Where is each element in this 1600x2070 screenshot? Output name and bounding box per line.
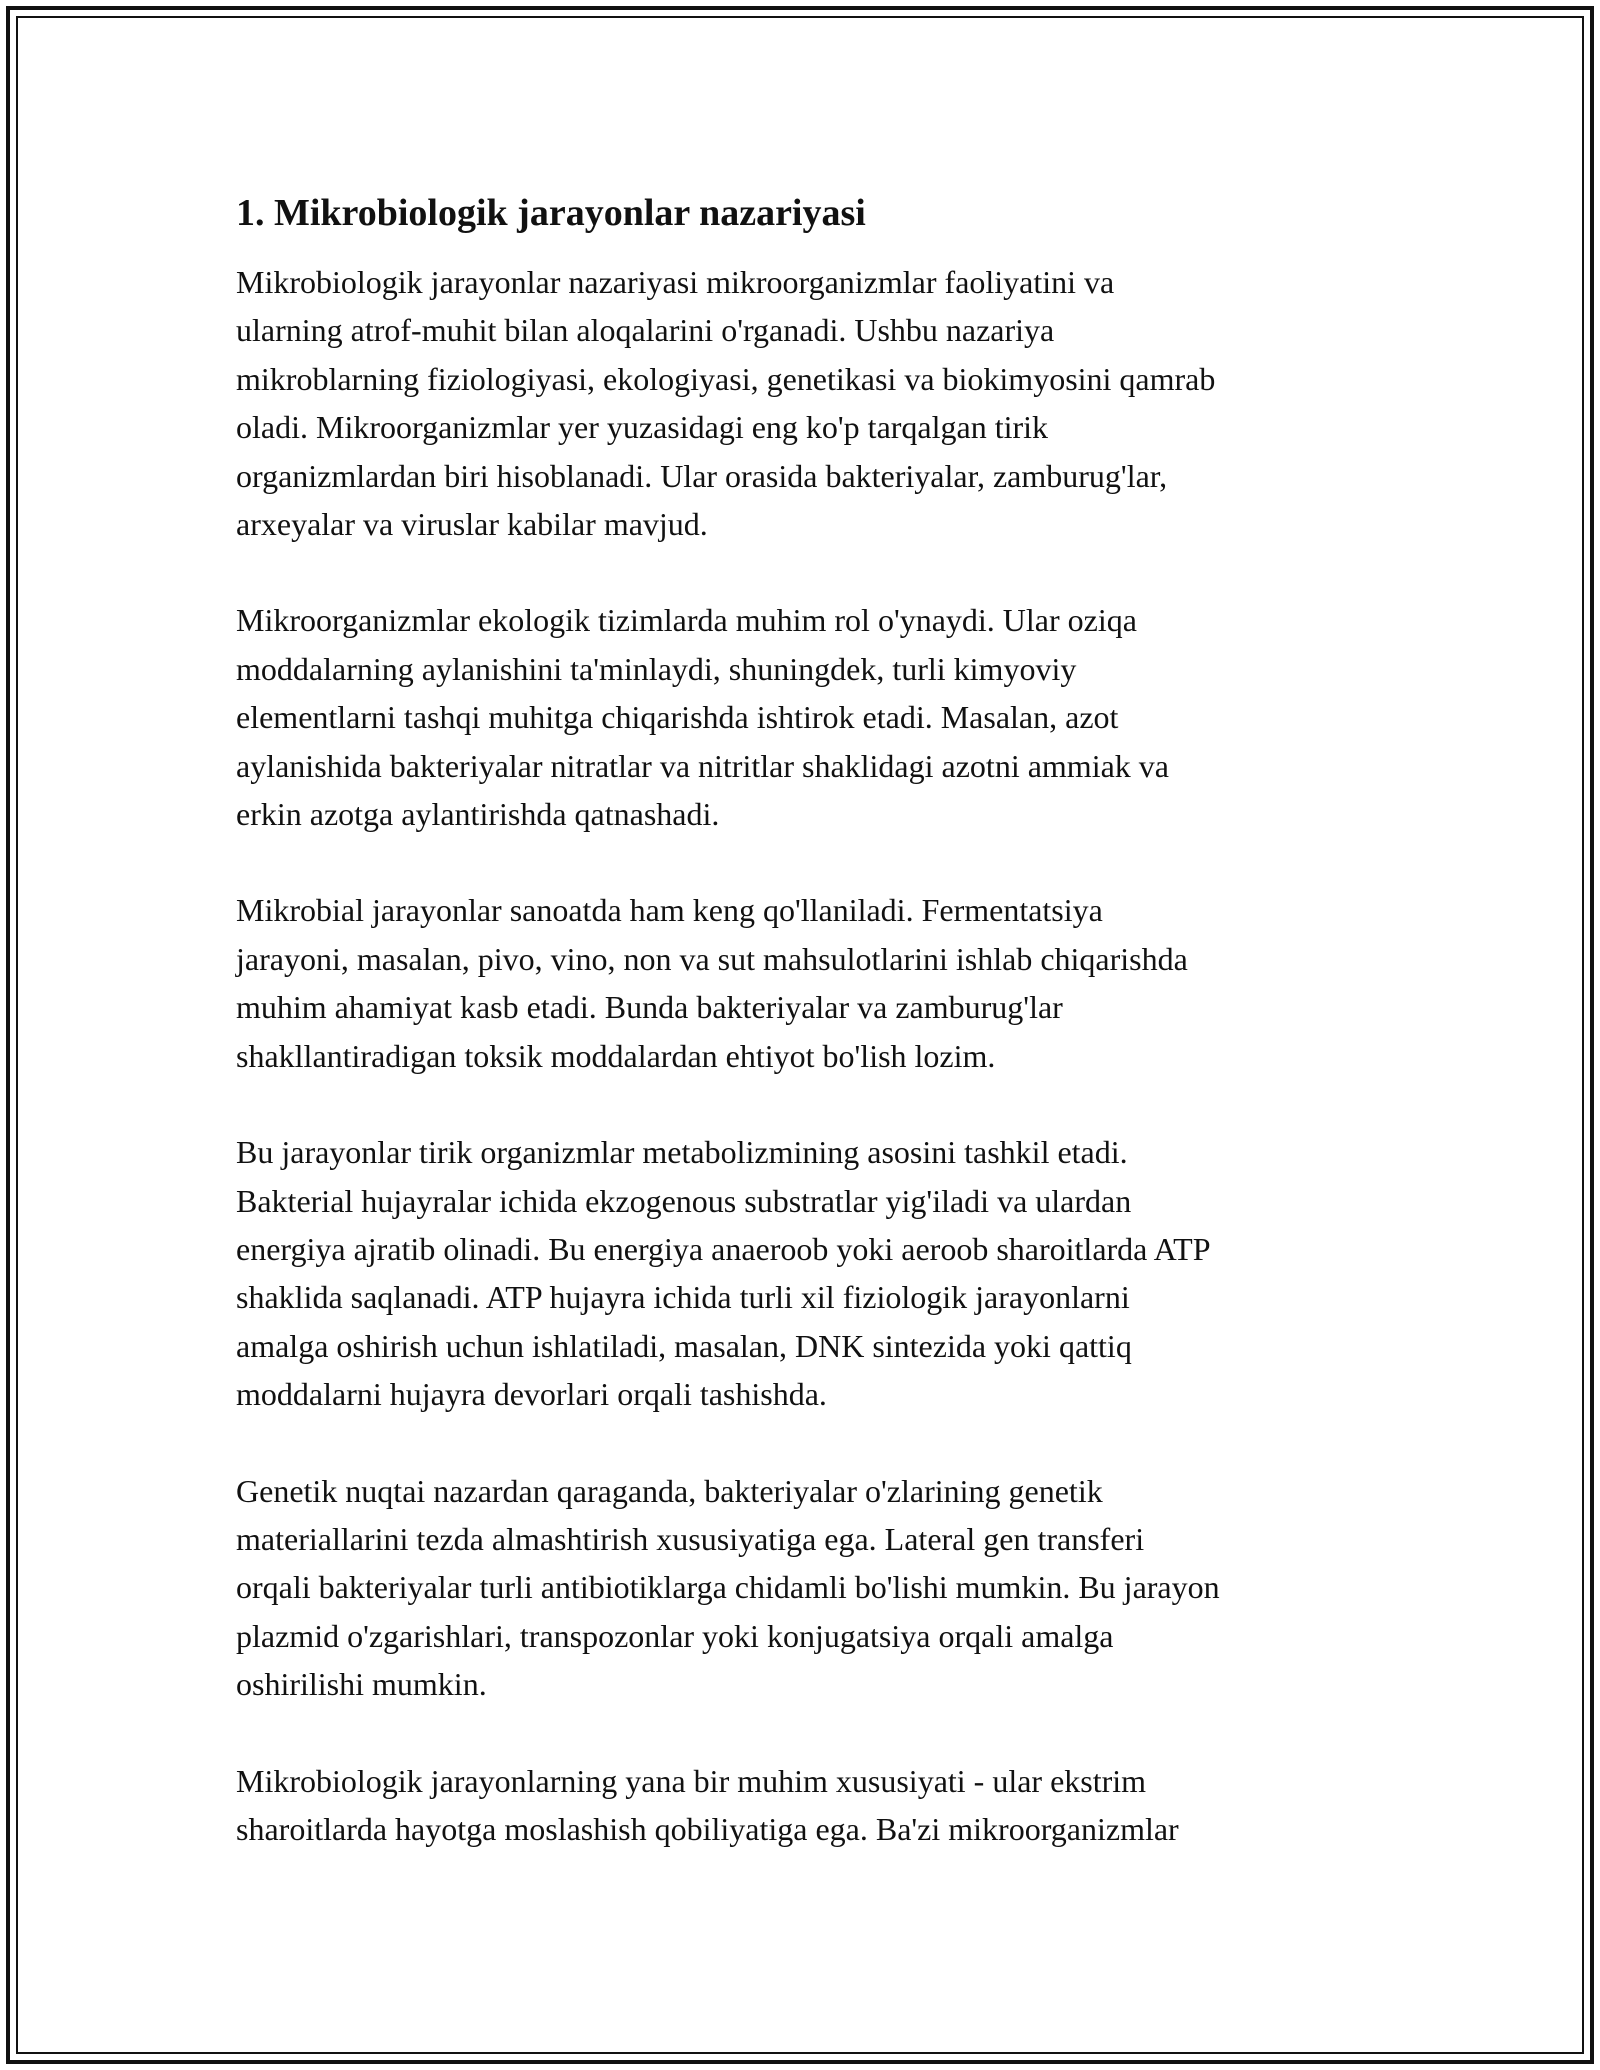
paragraph-5: Genetik nuqtai nazardan qaraganda, bakteriyalar o'zlarining genetik materiallarini tezda almashtirish xususiyatiga ega. Lateral gen transferi orqali bakteriyalar turli antibiotiklarga chidamli bo'lishi mumkin. Bu jarayon plazmid o'zgarishlari, transpozonlar yoki konjugatsiya orqali amalga oshirilishi mumkin. (236, 1472, 1220, 1703)
paragraph-3: Mikrobial jarayonlar sanoatda ham keng qo'llaniladi. Fermentatsiya jarayoni, masalan, pivo, vino, non va sut mahsulotlarini ishlab chiqarishda muhim ahamiyat kasb etadi. Bunda bakteriyalar va zamburug'lar shakllantiradigan toksik moddalardan ehtiyot bo'lish lozim. (236, 892, 1188, 1074)
paragraph-2: Mikroorganizmlar ekologik tizimlarda muhim rol o'ynaydi. Ular oziqa moddalarning aylanishini ta'minlaydi, shuningdek, turli kimyoviy elementlarni tashqi muhitga chiqarishda ishtirok etadi. Masalan, azot aylanishida bakteriyalar nitratlar va nitritlar shaklidagi azotni ammiak va erkin azotga aylantirishda qatnashadi. (236, 602, 1169, 833)
paragraph-1: Mikrobiologik jarayonlar nazariyasi mikroorganizmlar faoliyatini va ularning atrof-muhit bilan aloqalarini o'rganadi. Ushbu nazariya mikroblarning fiziologiyasi, ekologiyasi, genetikasi va biokimyosini qamrab oladi. Mikroorganizmlar yer yuzasidagi eng ko'p tarqalgan tirik organizmlardan biri hisoblanadi. Ular orasida bakteriyalar, zamburug'lar, arxeyalar va viruslar kabilar mavjud. (236, 264, 1216, 543)
section-heading: 1. Mikrobiologik jarayonlar nazariyasi (236, 192, 866, 234)
document-body (236, 186, 1376, 1901)
paragraph-4: Bu jarayonlar tirik organizmlar metabolizmining asosini tashkil etadi. Bakterial hujayralar ichida ekzogenous substratlar yig'iladi va ulardan energiya ajratib olinadi. Bu energiya anaeroob yoki aeroob sharoitlarda ATP shaklida saqlanadi. ATP hujayra ichida turli xil fiziologik jarayonlarni amalga oshirish uchun ishlatiladi, masalan, DNK sintezida yoki qattiq moddalarni hujayra devorlari orqali tashishda. (236, 1134, 1211, 1413)
paragraph-6: Mikrobiologik jarayonlarning yana bir muhim xususiyati - ular ekstrim sharoitlarda hayotga moslashish qobiliyatiga ega. Ba'zi mikroorganizmlar (236, 1762, 1179, 1847)
